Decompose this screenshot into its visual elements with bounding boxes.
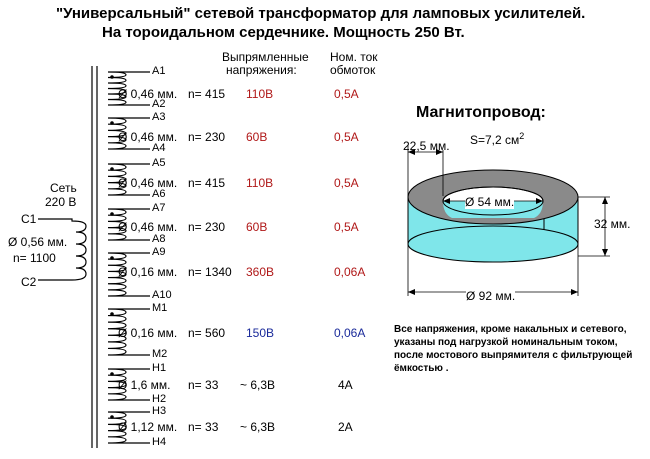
- winding-start-label: H1: [152, 362, 167, 374]
- phase-dot: [110, 256, 114, 260]
- winding-turns: n= 33: [188, 378, 219, 392]
- winding-current: 0,5А: [334, 220, 359, 234]
- phase-dot: [110, 212, 114, 216]
- title-line-2: На тороидальном сердечнике. Мощность 250 Вт.: [102, 24, 465, 41]
- core-outer-label: Ø 92 мм.: [466, 289, 516, 303]
- winding-wire: Ø 1,12 мм.: [118, 420, 178, 434]
- winding-voltage: 360В: [246, 265, 275, 279]
- winding-wire: Ø 0,16 мм.: [118, 326, 178, 340]
- winding-turns: n= 33: [188, 420, 219, 434]
- core-width-label: 22,5 мм.: [403, 139, 450, 153]
- core-area: [470, 131, 524, 147]
- voltage-header-2: напряжения:: [226, 63, 297, 77]
- core-inner-label: Ø 54 мм.: [465, 195, 515, 209]
- toroid-core: [408, 170, 578, 262]
- winding-start-label: A7: [152, 202, 166, 214]
- note-line-3: после мостового выпрямителя с фильтрующей: [394, 350, 633, 361]
- core-title: Магнитопровод:: [416, 104, 546, 121]
- winding-start-label: H3: [152, 405, 167, 417]
- winding-turns: n= 560: [188, 326, 226, 340]
- winding-end-label: A6: [152, 188, 166, 200]
- current-header-1: Ном. ток: [330, 50, 378, 64]
- phase-dot: [110, 372, 114, 376]
- primary-label-1: Сеть: [50, 181, 77, 195]
- winding-wire: Ø 0,46 мм.: [118, 130, 178, 144]
- winding-end-label: A4: [152, 142, 166, 154]
- core-area-text: S=7,2 см: [470, 133, 520, 147]
- winding-current: 0,5А: [334, 176, 359, 190]
- winding-turns: n= 415: [188, 176, 226, 190]
- winding-start-label: A5: [152, 157, 166, 169]
- winding-end-label: A10: [152, 289, 172, 301]
- winding-current: 0,5А: [334, 87, 359, 101]
- phase-dot: [110, 167, 114, 171]
- winding-wire: Ø 0,46 мм.: [118, 220, 178, 234]
- winding-current: 0,06А: [334, 326, 366, 340]
- primary-wire: Ø 0,56 мм.: [8, 235, 68, 249]
- note-line-4: ёмкостью .: [394, 363, 449, 374]
- winding-start-label: A9: [152, 246, 166, 258]
- winding-voltage: 150В: [246, 326, 275, 340]
- primary-label-2: 220 В: [45, 195, 77, 209]
- core-area-sup: 2: [519, 131, 525, 141]
- note-line-1: Все напряжения, кроме накальных и сетевого,: [394, 324, 627, 335]
- note-line-2: указаны под нагрузкой номинальным током,: [394, 337, 618, 348]
- winding-current: 0,5А: [334, 130, 359, 144]
- primary-turns: n= 1100: [13, 251, 56, 265]
- winding-current: 0,06А: [334, 265, 366, 279]
- primary-end: C2: [21, 275, 37, 289]
- primary-start: C1: [21, 212, 37, 226]
- primary-coil: [38, 219, 86, 280]
- winding-voltage: 60В: [246, 130, 268, 144]
- winding-turns: n= 415: [188, 87, 226, 101]
- winding-voltage: 110В: [246, 87, 274, 101]
- winding-current: 2А: [338, 420, 353, 434]
- current-header-2: обмоток: [330, 63, 376, 77]
- winding-wire: Ø 0,46 мм.: [118, 87, 178, 101]
- core-height-label: 32 мм.: [594, 217, 631, 231]
- phase-dot: [110, 415, 114, 419]
- phase-dot: [110, 121, 114, 125]
- phase-dot: [110, 312, 114, 316]
- winding-turns: n= 230: [188, 220, 226, 234]
- winding-end-label: M2: [152, 348, 168, 360]
- winding-voltage: ~ 6,3В: [240, 420, 276, 434]
- note: [394, 323, 632, 375]
- winding-start-label: A3: [152, 111, 166, 123]
- winding-wire: Ø 0,46 мм.: [118, 176, 178, 190]
- winding-voltage: 60В: [246, 220, 268, 234]
- winding-start-label: M1: [152, 302, 168, 314]
- winding-start-label: A1: [152, 65, 166, 77]
- winding-voltage: 110В: [246, 176, 274, 190]
- winding-end-label: A2: [152, 98, 166, 110]
- phase-dot: [110, 75, 114, 79]
- winding-current: 4А: [338, 378, 353, 392]
- winding-end-label: H2: [152, 393, 167, 405]
- winding-end-label: A8: [152, 233, 166, 245]
- winding-wire: Ø 1,6 мм.: [118, 378, 171, 392]
- winding-turns: n= 230: [188, 130, 226, 144]
- winding-turns: n= 1340: [188, 265, 232, 279]
- title-line-1: "Универсальный" сетевой трансформатор для ламповых усилителей.: [56, 5, 586, 22]
- winding-voltage: ~ 6,3В: [240, 378, 276, 392]
- winding-wire: Ø 0,16 мм.: [118, 265, 178, 279]
- voltage-header-1: Выпрямленные: [222, 50, 309, 64]
- winding-end-label: H4: [152, 436, 167, 448]
